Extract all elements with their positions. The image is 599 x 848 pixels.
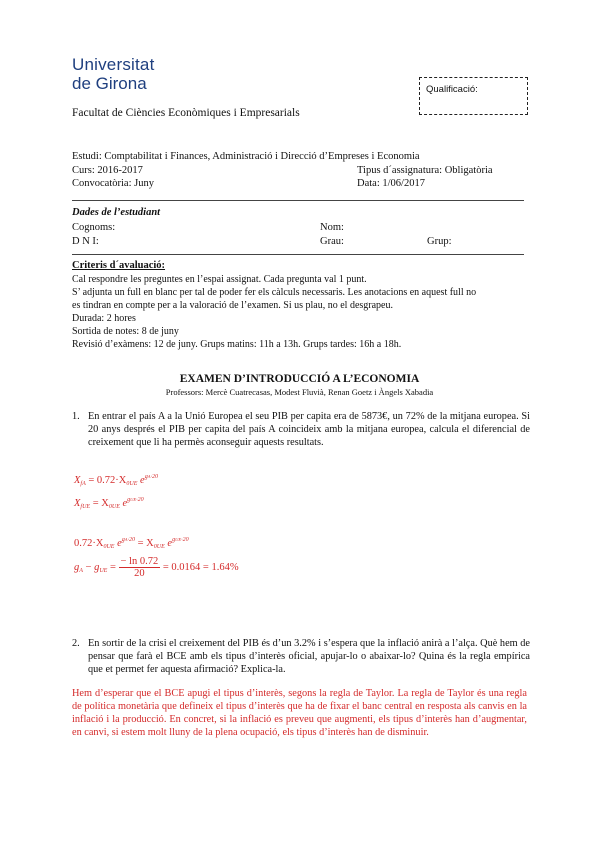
formula-fraction	[119, 556, 161, 579]
formula-term: e	[140, 475, 145, 486]
divider	[72, 200, 524, 201]
dni-label: D N I:	[72, 236, 99, 247]
formula-term: = X	[137, 538, 154, 549]
university-logo-line1: Universitat	[72, 55, 155, 74]
criteria-line: Cal respondre les preguntes en l’espai assignat. Cada pregunta val 1 punt.	[72, 274, 367, 285]
course-year: Curs: 2016-2017	[72, 165, 143, 176]
divider	[72, 254, 524, 255]
formula-term: g	[74, 561, 80, 573]
formula-operator: −	[85, 561, 92, 573]
formula-operator: =	[109, 561, 116, 573]
surnames-label: Cognoms:	[72, 222, 116, 233]
formula-4	[74, 556, 239, 579]
criteria-line: S’ adjunta un full en blanc per tal de poder fer els càlculs necessaris. Les anotacions en aquest full no	[72, 287, 477, 298]
exam-date: Data: 1/06/2017	[357, 178, 425, 189]
formula-term: e	[117, 538, 122, 549]
exam-review: Revisió d’exàmens: 12 de juny. Grups matins: 11h a 13h. Grups tardes: 16h a 18h.	[72, 339, 402, 350]
question-1	[72, 410, 530, 449]
formula-term: g	[94, 561, 100, 573]
formula-term: X	[74, 498, 81, 509]
degree-label: Grau:	[320, 236, 344, 247]
question-2	[72, 637, 530, 676]
formula-subscript: fA	[80, 481, 86, 487]
formula-term: e	[122, 498, 128, 509]
formula-subscript: 0UE	[126, 481, 138, 487]
formula-superscript: gUE·20	[172, 537, 189, 543]
exam-session: Convocatòria: Juny	[72, 178, 154, 189]
question-number: 2.	[72, 638, 80, 649]
answer-2: Hem d’esperar que el BCE apugi el tipus d’interès, segons la regla de Taylor. La regla de Taylor és una regla de política monetària que defineix el tipus d’interès que ha de fixar el banc central en resposta als canvis en la inflació i la producció. En concret, si la inflació es preveu que augmenti, els tipus d’interès han d’augmentar, en canvi, si estem molt lluny de la plena ocupació, els tipus d’interès han de disminuir.	[72, 688, 527, 738]
name-label: Nom:	[320, 222, 344, 233]
student-section-title: Dades de l’estudiant	[72, 207, 161, 218]
formula-subscript: A	[79, 567, 83, 574]
formula-term: 0.72·X	[74, 538, 104, 549]
formula-2	[74, 497, 144, 510]
university-logo-line2: de Girona	[72, 74, 147, 93]
formula-result: = 0.0164 = 1.64%	[162, 561, 239, 573]
criteria-title: Criteris d´avaluació:	[72, 260, 166, 271]
formula-superscript: gA·20	[121, 537, 136, 543]
formula-term: = X	[92, 498, 109, 509]
criteria-line: es tindran en compte per a la valoració de l’examen. Si us plau, no el desgrapeu.	[72, 300, 393, 311]
faculty-name: Facultat de Ciències Econòmiques i Empresarials	[72, 107, 300, 119]
studies-line: Estudi: Comptabilitat i Finances, Administració i Direcció d’Empreses i Economia	[72, 151, 420, 162]
question-text: En entrar el país A a la Unió Europea el seu PIB per capita era de 5873€, un 72% de la mitjana europea. Si 20 anys després el PIB per capita del país A coincideix amb la mitjana europea, calcula el diferencial de creixement que li ha permès aconseguir aquests resultats.	[88, 411, 530, 448]
exam-title: EXAMEN D’INTRODUCCIÓ A L’ECONOMIA	[179, 373, 420, 385]
fraction-denominator: 20	[134, 568, 145, 579]
formula-superscript: gA·20	[144, 474, 158, 480]
subject-type: Tipus d´assignatura: Obligatòria	[357, 165, 493, 176]
formula-3	[74, 537, 189, 550]
formula-subscript: fUE	[80, 504, 91, 510]
formula-subscript: 0UE	[103, 544, 115, 550]
formula-superscript: gUE·20	[127, 497, 144, 503]
formula-term: e	[167, 538, 173, 549]
exam-duration: Durada: 2 hores	[72, 313, 136, 324]
fraction-numerator: − ln 0.72	[120, 556, 159, 567]
formula-term: X	[74, 475, 81, 486]
grade-label: Qualificació:	[426, 84, 478, 95]
professors: Professors: Mercè Cuatrecasas, Modest Fluvià, Renan Goetz i Àngels Xabadia	[165, 387, 434, 397]
formula-subscript: UE	[99, 567, 108, 574]
question-text: En sortir de la crisi el creixement del PIB és d’un 3.2% i s’espera que la inflació anirà a l’alça. Què hem de pensar que farà el BCE amb els tipus d’interès oficial, apujar-lo o abaixar-lo? Quina és la regla empírica que et permet fer aquesta afirmació? Explica-la.	[88, 638, 530, 675]
group-label: Grup:	[427, 236, 452, 247]
question-number: 1.	[72, 411, 80, 422]
formula-1	[74, 474, 158, 487]
formula-subscript: 0UE	[153, 544, 165, 550]
grade-box	[419, 77, 528, 115]
formula-term: = 0.72·X	[88, 475, 127, 486]
grades-release: Sortida de notes: 8 de juny	[72, 326, 179, 337]
formula-subscript: 0UE	[108, 504, 120, 510]
